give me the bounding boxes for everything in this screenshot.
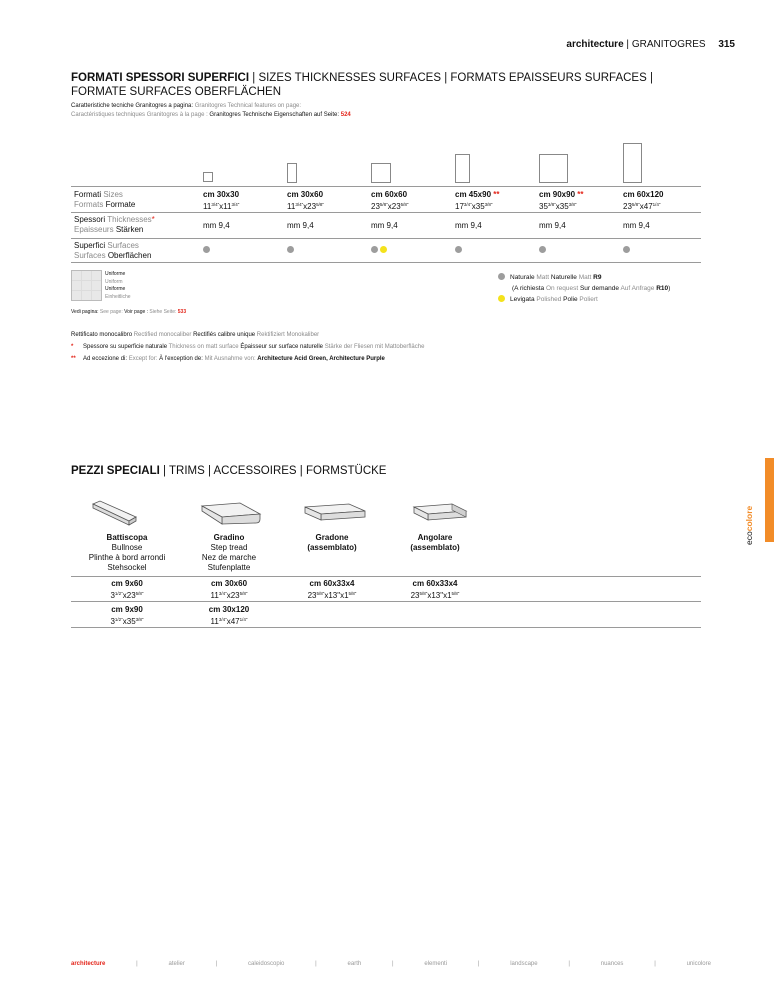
trim-header <box>181 533 277 573</box>
richiesta-it: (A richiesta <box>512 285 545 292</box>
trim-size: cm 30x120 <box>208 605 250 614</box>
notes-block <box>71 329 424 365</box>
naturale-r-value: R9 <box>593 274 602 281</box>
naturale-fr: Naturelle <box>550 274 577 281</box>
superfici-en: Surfaces <box>107 241 139 250</box>
format-surface-dots <box>287 246 296 256</box>
row-label-superfici <box>74 241 151 261</box>
tech-ref-it: Caratteristiche tecniche Granitogres a pagina: <box>71 103 194 109</box>
trim-inches <box>387 589 483 601</box>
trim-inch-b-frac: 3/8" <box>135 617 144 622</box>
trim-inch-b-frac: 5/8" <box>239 591 248 596</box>
trim-cell <box>284 579 380 601</box>
format-size <box>371 190 407 200</box>
trim-name: Gradino <box>213 533 245 542</box>
superfici-it: Superfici <box>74 241 106 250</box>
page-header <box>566 39 735 50</box>
trim-name: Angolare <box>417 533 453 542</box>
format-mark: ** <box>575 190 584 199</box>
matt-dot-icon <box>498 273 505 280</box>
trim-header <box>79 533 175 573</box>
format-size-value: cm 90x90 <box>539 190 576 199</box>
trim-fr: Nez de marche <box>201 553 257 562</box>
uniform-it: Uniforme <box>105 271 126 277</box>
richiesta-fr: Sur demande <box>579 285 619 292</box>
trim-inch-a: 23 <box>307 591 317 600</box>
inch-b: x35 <box>471 202 485 211</box>
trim-inch-b: x23 <box>226 591 240 600</box>
trim-inches <box>79 615 175 627</box>
format-thickness: mm 9,4 <box>371 221 398 230</box>
trim-size: cm 60x33x4 <box>309 579 355 588</box>
tile-icon-30x60 <box>287 163 297 183</box>
format-thickness: mm 9,4 <box>287 221 314 230</box>
trim-inches <box>181 589 277 601</box>
trim-inch-b-frac: 5/8" <box>451 591 460 596</box>
trim-inch-b-frac: 1/4" <box>239 617 248 622</box>
trim-cell <box>181 605 277 627</box>
format-size-value: cm 45x90 <box>455 190 492 199</box>
star-mark: * <box>71 344 74 350</box>
format-surface-dots <box>371 246 389 256</box>
trim-de: Stufenplatte <box>207 563 251 572</box>
naturale-de: Matt <box>578 274 592 281</box>
format-size-value: cm 30x60 <box>287 190 324 199</box>
angolare-illustration <box>412 503 468 523</box>
table-top-rule <box>71 186 701 187</box>
polished-dot-icon <box>498 295 505 302</box>
vedi-en: See page: <box>99 309 123 315</box>
trim-size: cm 60x33x4 <box>412 579 458 588</box>
format-size-value: cm 60x120 <box>623 190 664 199</box>
inch-b-frac: 5/8" <box>400 202 409 207</box>
table-rule-2 <box>71 238 701 239</box>
uniform-fr: Uniforme <box>105 286 126 292</box>
matt-dot-icon <box>455 246 462 253</box>
richiesta-close: ) <box>668 285 671 292</box>
format-mark: ** <box>491 190 500 199</box>
footer-separator: | <box>654 961 656 967</box>
tile-icon-60x60 <box>371 163 391 183</box>
inch-a: 35 <box>539 202 548 211</box>
rettificato-fr: Rectifiés calibre unique <box>193 332 256 338</box>
table-rule-1 <box>71 212 701 213</box>
trim-en: (assemblato) <box>307 543 357 552</box>
tile-icon-45x90 <box>455 154 470 183</box>
inch-a-frac: 5/8" <box>379 202 388 207</box>
spessori-it: Spessori <box>74 215 106 224</box>
footer-separator: | <box>315 961 317 967</box>
formati-de: Formate <box>105 200 136 209</box>
trim-en: Step tread <box>210 543 248 552</box>
star-fr: Épaisseur sur surface naturelle <box>240 344 324 350</box>
inch-a-frac: 5/8" <box>631 202 640 207</box>
format-thickness: mm 9,4 <box>455 221 482 230</box>
note-rectified <box>71 329 424 341</box>
trims-rule-1 <box>71 576 701 577</box>
note-double-star <box>71 353 424 365</box>
footer-link-unicolore[interactable]: unicolore <box>686 961 711 967</box>
trim-cell <box>79 579 175 601</box>
trim-inch-a-frac: 1/2" <box>114 591 123 596</box>
matt-dot-icon <box>203 246 210 253</box>
inch-b: x23 <box>303 202 317 211</box>
formati-it: Formati <box>74 190 102 199</box>
title-bold: FORMATI SPESSORI SUPERFICI <box>71 72 250 84</box>
trim-cell <box>181 579 277 601</box>
header-brand: GRANITOGRES <box>631 39 706 50</box>
superfici-de: Oberflächen <box>107 251 152 260</box>
trim-name: Gradone <box>315 533 349 542</box>
trim-fr: Plinthe à bord arrondi <box>88 553 166 562</box>
dstar-de: Mit Ausnahme von: <box>204 356 256 362</box>
format-size <box>623 190 663 200</box>
format-size <box>287 190 323 200</box>
inch-a: 23 <box>371 202 380 211</box>
trim-header <box>387 533 483 553</box>
footer-separator: | <box>215 961 218 967</box>
superfici-fr: Surfaces <box>74 251 106 260</box>
trim-inch-a: 23 <box>410 591 420 600</box>
dstar-items: Architecture Acid Green, Architecture Purple <box>257 356 385 362</box>
table-bottom-rule <box>71 262 701 263</box>
inch-b: x11 <box>219 202 232 211</box>
format-thickness: mm 9,4 <box>623 221 650 230</box>
trim-size: cm 30x60 <box>210 579 248 588</box>
format-inches <box>455 200 493 212</box>
star-en: Thickness on matt surface <box>168 344 239 350</box>
dstar-it: Ad eccezione di: <box>83 356 128 362</box>
matt-dot-icon <box>623 246 630 253</box>
inch-a-frac: 3/8" <box>547 202 556 207</box>
tech-ref-fr: Caractéristiques techniques Granitogres à la page : <box>71 112 208 118</box>
trim-inches <box>284 589 380 601</box>
bullnose-illustration <box>90 498 140 526</box>
trim-inch-a: 11 <box>210 617 219 626</box>
tile-icon-90x90 <box>539 154 568 183</box>
inch-b-frac: 1/4" <box>652 202 661 207</box>
format-size-value: cm 30x30 <box>203 190 240 199</box>
side-tab-label <box>744 506 754 545</box>
spessori-star: * <box>151 215 155 224</box>
footer-link-landscape[interactable]: landscape <box>510 961 538 967</box>
format-size <box>539 190 583 200</box>
trims-rule-2 <box>71 601 701 602</box>
format-size-value: cm 60x60 <box>371 190 408 199</box>
dstar-fr: À l'exception de: <box>159 356 203 362</box>
trims-rule-3 <box>71 627 701 628</box>
format-inches <box>371 200 409 212</box>
spessori-de: Stärken <box>115 225 144 234</box>
tech-reference <box>71 102 351 120</box>
trim-inch-b: x13"x1 <box>324 591 349 600</box>
trim-inch-a-frac: 5/8" <box>316 591 325 596</box>
format-size <box>203 190 239 200</box>
trim-inches <box>181 615 277 627</box>
format-surface-dots <box>203 246 212 256</box>
trim-en: Bullnose <box>111 543 143 552</box>
footer-link-nuances[interactable]: nuances <box>600 961 624 967</box>
formati-fr: Formats <box>74 200 104 209</box>
trim-inches <box>79 589 175 601</box>
inch-b: x23 <box>387 202 401 211</box>
footer-link-earth[interactable]: earth <box>347 961 362 967</box>
footer-separator: | <box>392 961 394 967</box>
uniform-en: Uniform <box>105 278 123 285</box>
format-inches <box>539 200 577 212</box>
rettificato-it: Rettificato monocalibro <box>71 332 133 338</box>
format-surface-dots <box>455 246 464 256</box>
trim-inch-a-frac: 5/8" <box>419 591 428 596</box>
trim-size: cm 9x90 <box>111 605 143 614</box>
see-page-reference <box>71 309 186 315</box>
trims-title <box>71 465 386 477</box>
trim-inch-b: x13"x1 <box>427 591 452 600</box>
trim-size: cm 9x60 <box>111 579 143 588</box>
footer-separator: | <box>568 961 570 967</box>
step-tread-illustration <box>200 502 262 526</box>
row-label-formati <box>74 190 135 210</box>
naturale-it: Naturale <box>510 274 535 281</box>
richiesta-en: On request <box>545 285 579 292</box>
rettificato-de: Rektifiziert Monokaliber <box>256 332 320 338</box>
footer-nav <box>71 961 711 967</box>
dstar-mark: ** <box>71 356 76 362</box>
inch-a: 11 <box>287 202 296 211</box>
matt-dot-icon <box>539 246 546 253</box>
star-de: Stärke der Fliesen mit Mattoberfläche <box>324 344 425 350</box>
inch-a-frac: 3/4" <box>463 202 472 207</box>
trim-inch-a-frac: 3/4" <box>218 591 227 596</box>
inch-a: 17 <box>455 202 464 211</box>
vedi-it: Vedi pagina: <box>71 309 99 315</box>
format-thickness: mm 9,4 <box>539 221 566 230</box>
naturale-en: Matt <box>536 274 550 281</box>
star-it: Spessore su superficie naturale <box>83 344 168 350</box>
tile-icon-30x30 <box>203 172 213 182</box>
footer-link-elementi[interactable]: elementi <box>424 961 448 967</box>
trim-inch-b: x23 <box>122 591 136 600</box>
uniform-legend <box>105 271 131 301</box>
header-section: architecture <box>566 39 624 50</box>
inch-b: x35 <box>555 202 569 211</box>
trims-title-rest: | TRIMS | ACCESSOIRES | FORMSTÜCKE <box>159 465 387 477</box>
matt-dot-icon <box>287 246 294 253</box>
trim-inch-a-frac: 1/2" <box>114 617 123 622</box>
surface-legend <box>512 272 670 305</box>
trim-name: Battiscopa <box>106 533 148 542</box>
footer-separator: | <box>477 961 480 967</box>
matt-dot-icon <box>371 246 378 253</box>
spessori-fr: Epaisseurs <box>74 225 114 234</box>
levigata-it: Levigata <box>510 296 535 303</box>
side-tab <box>765 458 774 542</box>
trim-inch-a: 11 <box>210 591 219 600</box>
uniform-de: Einheitliche <box>105 293 131 300</box>
uniform-pattern-icon <box>71 270 102 301</box>
title-rest: | SIZES THICKNESSES SURFACES | FORMATS EPAISSEURS SURFACES | FORMATE SURFACES OBERFLÄCHEN <box>71 72 653 98</box>
side-tab-colore: colore <box>744 505 754 532</box>
header-separator: | <box>626 39 630 50</box>
inch-b-frac: 3/4" <box>231 202 240 207</box>
vedi-page[interactable]: 533 <box>177 309 187 315</box>
inch-a: 23 <box>623 202 632 211</box>
format-thickness: mm 9,4 <box>203 221 230 230</box>
trim-inch-b-frac: 5/8" <box>135 591 144 596</box>
footer-link-architecture[interactable]: architecture <box>71 961 106 967</box>
polished-dot-icon <box>380 246 387 253</box>
inch-a: 11 <box>203 202 212 211</box>
inch-b-frac: 3/8" <box>484 202 493 207</box>
trims-title-bold: PEZZI SPECIALI <box>71 465 160 477</box>
richiesta-r-value: R10 <box>656 285 669 292</box>
trim-header <box>284 533 380 553</box>
vedi-fr: Voir page : <box>124 309 149 315</box>
inch-b-frac: 5/8" <box>316 202 324 207</box>
tile-icon-60x120 <box>623 143 642 183</box>
trim-inch-b-frac: 5/8" <box>348 591 357 596</box>
tech-ref-de: Granitogres Technische Eigenschaften auf Seite: <box>209 112 340 118</box>
tech-ref-page[interactable]: 524 <box>340 112 351 118</box>
levigata-de: Poliert <box>579 296 598 303</box>
trim-inch-a: 3 <box>110 591 115 600</box>
trim-inch-b: x35 <box>122 617 136 626</box>
format-surface-dots <box>539 246 548 256</box>
tech-ref-en: Granitogres Technical features on page: <box>194 103 302 109</box>
trim-inch-a-frac: 3/4" <box>218 617 227 622</box>
inch-b: x47 <box>639 202 653 211</box>
trim-de: Stehsockel <box>107 563 147 572</box>
page-number: 315 <box>718 39 735 50</box>
format-inches <box>287 200 324 212</box>
row-label-spessori <box>74 215 155 235</box>
inch-a-frac: 3/4" <box>211 202 220 207</box>
footer-link-caleidoscopio[interactable]: caleidoscopio <box>248 961 285 967</box>
dstar-en: Except for: <box>128 356 158 362</box>
footer-separator: | <box>136 961 138 967</box>
levigata-fr: Polie <box>563 296 578 303</box>
format-size <box>455 190 499 200</box>
trim-inch-b: x47 <box>226 617 240 626</box>
note-star <box>71 341 424 353</box>
rettificato-en: Rectified monocaliber <box>133 332 192 338</box>
vedi-de: Siehe Seite: <box>149 309 177 315</box>
gradone-illustration <box>303 503 367 523</box>
inch-b-frac: 3/8" <box>568 202 577 207</box>
format-inches <box>203 200 239 212</box>
trim-inch-a: 3 <box>110 617 115 626</box>
trim-en: (assemblato) <box>410 543 460 552</box>
trim-cell <box>79 605 175 627</box>
footer-link-atelier[interactable]: atelier <box>168 961 185 967</box>
inch-a-frac: 3/4" <box>295 202 304 207</box>
formati-en: Sizes <box>103 190 123 199</box>
side-tab-eco: eco <box>744 531 754 545</box>
levigata-en: Polished <box>536 296 562 303</box>
page-title <box>71 71 711 99</box>
trim-cell <box>387 579 483 601</box>
richiesta-de: Auf Anfrage <box>620 285 655 292</box>
spessori-en: Thicknesses <box>107 215 152 224</box>
format-surface-dots <box>623 246 632 256</box>
format-inches <box>623 200 661 212</box>
